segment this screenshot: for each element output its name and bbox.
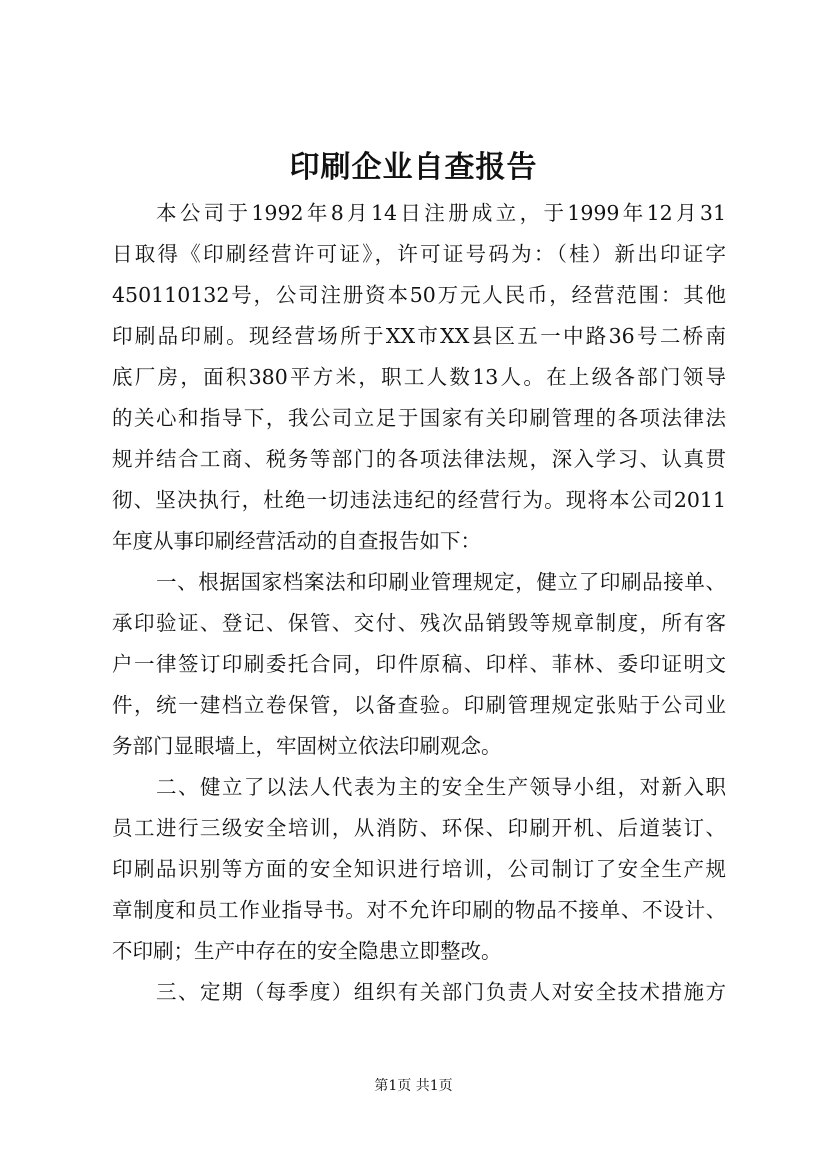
paragraph-line: 印刷品识别等方面的安全知识进行培训，公司制订了安全生产规	[112, 857, 726, 881]
paragraph-line: 450110132号，公司注册资本50万元人民币，经营范围：其他	[112, 283, 726, 307]
paragraph-line: 规并结合工商、税务等部门的各项法律法规，深入学习、认真贯	[112, 447, 726, 471]
paragraph-line: 一、根据国家档案法和印刷业管理规定，健立了印刷品接单、	[156, 570, 726, 594]
paragraph-line: 章制度和员工作业指导书。对不允许印刷的物品不接单、不设计、	[112, 898, 726, 922]
paragraph-line: 彻、坚决执行，杜绝一切违法违纪的经营行为。现将本公司2011	[112, 488, 726, 512]
paragraph-line: 日取得《印刷经营许可证》，许可证号码为：（桂）新出印证字	[112, 242, 726, 266]
paragraph-line: 二、健立了以法人代表为主的安全生产领导小组，对新入职	[156, 775, 726, 799]
paragraph-line: 员工进行三级安全培训，从消防、环保、印刷开机、后道装订、	[112, 816, 726, 840]
paragraph-line: 务部门显眼墙上，牢固树立依法印刷观念。	[112, 734, 502, 758]
document-title: 印刷企业自查报告	[289, 150, 538, 185]
paragraph-line: 年度从事印刷经营活动的自查报告如下：	[112, 529, 481, 553]
paragraph-line: 承印验证、登记、保管、交付、残次品销毁等规章制度，所有客	[112, 611, 726, 635]
paragraph-line: 印刷品印刷。现经营场所于XX市XX县区五一中路36号二桥南	[112, 324, 726, 348]
paragraph-line: 户一律签订印刷委托合同，印件原稿、印样、菲林、委印证明文	[112, 652, 726, 676]
paragraph-line: 三、定期（每季度）组织有关部门负责人对安全技术措施方	[156, 980, 726, 1004]
paragraph-line: 底厂房，面积380平方米，职工人数13人。在上级各部门领导	[112, 365, 726, 389]
paragraph-line: 不印刷；生产中存在的安全隐患立即整改。	[112, 939, 502, 963]
paragraph-line: 的关心和指导下，我公司立足于国家有关印刷管理的各项法律法	[112, 406, 726, 430]
document-body	[112, 193, 726, 1013]
page-number-footer: 第1页 共1页	[374, 1078, 453, 1094]
paragraph-line: 件，统一建档立卷保管，以备查验。印刷管理规定张贴于公司业	[112, 693, 726, 717]
paragraph-line: 本公司于1992年8月14日注册成立，于1999年12月31	[156, 201, 726, 225]
